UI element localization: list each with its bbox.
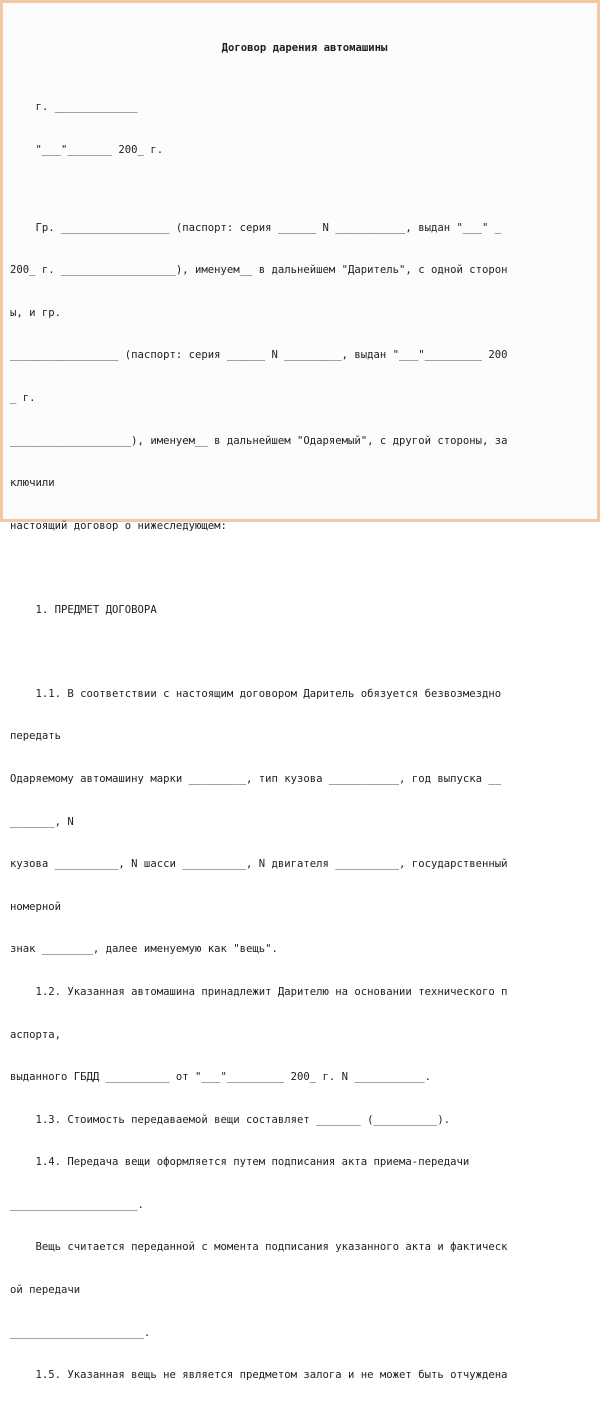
text-line: ой передачи xyxy=(10,1284,81,1297)
section-heading: 1. ПРЕДМЕТ ДОГОВОРА xyxy=(10,603,157,616)
text-line: Гр. _________________ (паспорт: серия ______ N ___________, выдан "___" _ xyxy=(10,221,502,234)
text-line: 1.2. Указанная автомашина принадлежит Дарителю на основании технического п xyxy=(10,985,508,998)
text-line: Одаряемому автомашину марки _________, тип кузова ___________, год выпуска __ xyxy=(10,772,502,785)
text-line: 1.3. Стоимость передаваемой вещи составляет _______ (__________). xyxy=(10,1113,451,1126)
text-line: ___________________), именуем__ в дальнейшем "Одаряемый", с другой стороны, за xyxy=(10,434,508,447)
blank-line xyxy=(10,185,593,192)
blank-line xyxy=(10,561,593,574)
blank-line xyxy=(10,645,593,658)
text-line: _____________________. xyxy=(10,1326,151,1339)
document-title: Договор дарения автомашины xyxy=(221,42,388,55)
text-line: выданного ГБДД __________ от "___"_________ 200_ г. N ___________. xyxy=(10,1071,431,1084)
text-line: 200_ г. __________________), именуем__ в дальнейшем "Даритель", с одной сторон xyxy=(10,264,508,277)
document-body xyxy=(10,13,593,1411)
text-line: 1.1. В соответствии с настоящим договором Даритель обязуется безвозмездно xyxy=(10,687,502,700)
text-line: передать xyxy=(10,730,62,743)
text-line: знак ________, далее именуемую как "вещь". xyxy=(10,943,278,956)
text-line: _______, N xyxy=(10,815,74,828)
text-line: ____________________. xyxy=(10,1198,144,1211)
text-line: 1.5. Указанная вещь не является предметом залога и не может быть отчуждена xyxy=(10,1369,508,1382)
text-line: _________________ (паспорт: серия ______ N _________, выдан "___"_________ 200 xyxy=(10,349,508,362)
text-line: настоящий договор о нижеследующем: xyxy=(10,519,227,532)
text-line: ключили xyxy=(10,477,55,490)
date-line: "___"_______ 200_ г. xyxy=(10,143,164,156)
text-line: Вещь считается переданной с момента подписания указанного акта и фактическ xyxy=(10,1241,508,1254)
text-line: ы, и гр. xyxy=(10,306,62,319)
text-line: номерной xyxy=(10,900,62,913)
text-line: кузова __________, N шасси __________, N двигателя __________, государственный xyxy=(10,858,508,871)
text-line: аспорта, xyxy=(10,1028,62,1041)
text-line: 1.4. Передача вещи оформляется путем подписания акта приема-передачи xyxy=(10,1156,470,1169)
place-line: г. _____________ xyxy=(10,101,138,113)
text-line: _ г. xyxy=(10,391,36,404)
